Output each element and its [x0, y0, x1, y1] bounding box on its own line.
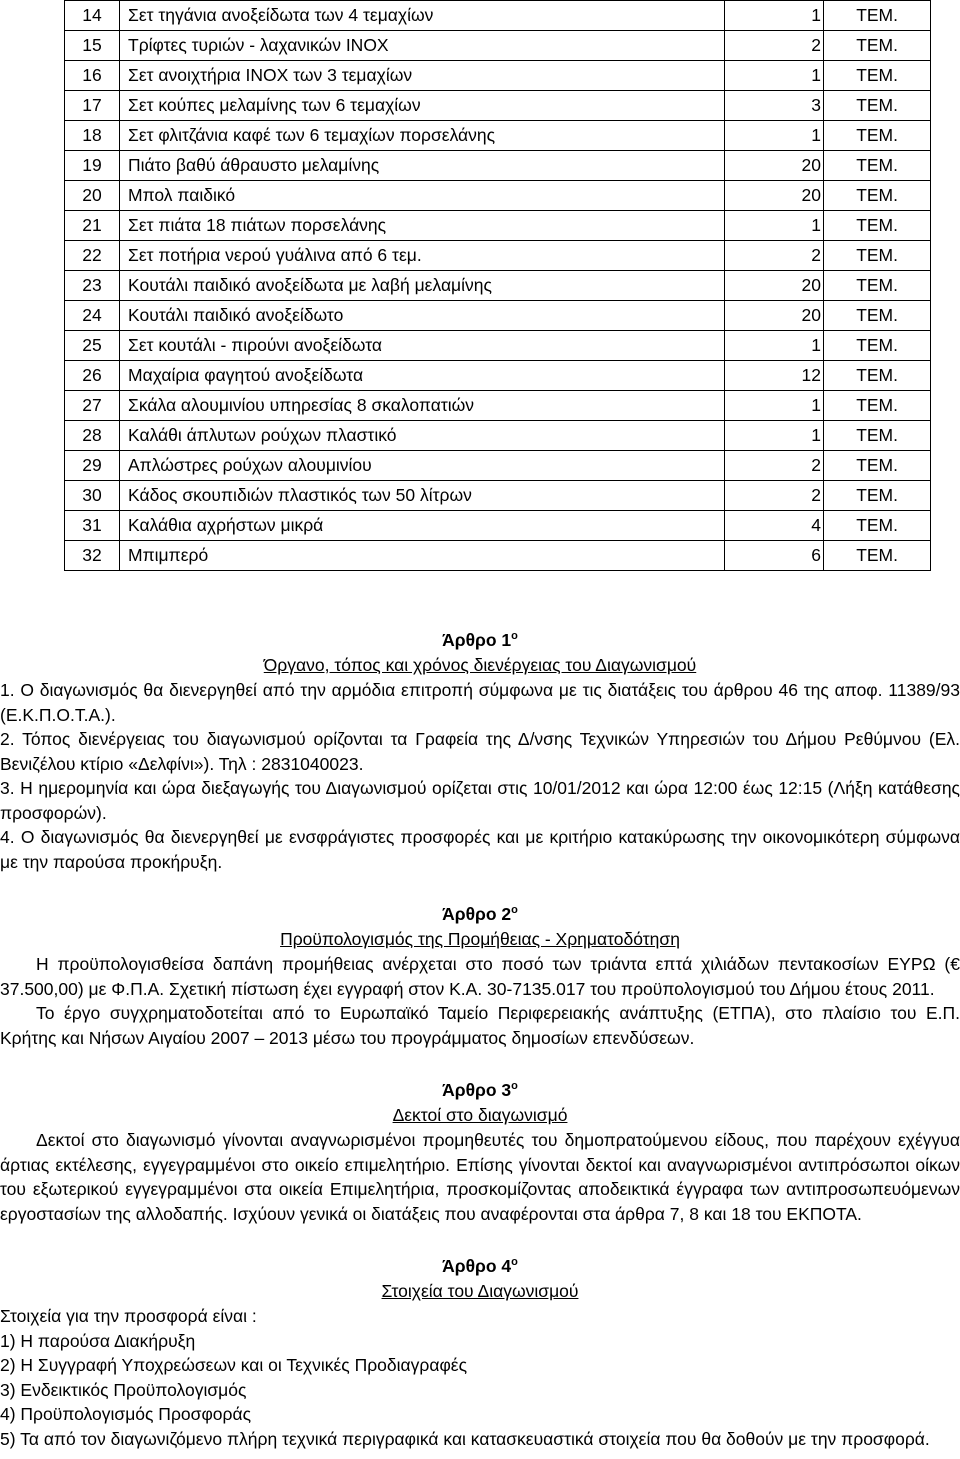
item-number: 24 [65, 301, 120, 331]
table-row [65, 61, 931, 91]
item-description: Σετ πιάτα 18 πιάτων πορσελάνης [120, 211, 725, 241]
table-row [65, 511, 931, 541]
article-3-heading: Άρθρο $3^o$ [442, 1080, 518, 1100]
item-description: Κάδος σκουπιδιών πλαστικός των 50 λίτρων [120, 481, 725, 511]
item-number: 17 [65, 91, 120, 121]
item-unit: ΤΕΜ. [824, 271, 931, 301]
item-quantity: 1 [725, 61, 824, 91]
items-table-body [65, 1, 931, 571]
item-description: Καλάθι άπλυτων ρούχων πλαστικό [120, 421, 725, 451]
table-row [65, 421, 931, 451]
item-unit: ΤΕΜ. [824, 481, 931, 511]
item-unit: ΤΕΜ. [824, 511, 931, 541]
article-2 [0, 898, 960, 1050]
article-2-subtitle: Προϋπολογισμός της Προμήθειας - Χρηματοδότηση [280, 929, 680, 949]
item-quantity: 12 [725, 361, 824, 391]
table-row [65, 241, 931, 271]
item-quantity: 1 [725, 391, 824, 421]
item-description: Σετ τηγάνια ανοξείδωτα των 4 τεμαχίων [120, 1, 725, 31]
item-quantity: 1 [725, 421, 824, 451]
item-unit: ΤΕΜ. [824, 361, 931, 391]
item-unit: ΤΕΜ. [824, 121, 931, 151]
item-quantity: 1 [725, 1, 824, 31]
item-number: 20 [65, 181, 120, 211]
table-row [65, 361, 931, 391]
item-description: Κουτάλι παιδικό ανοξείδωτα με λαβή μελαμίνης [120, 271, 725, 301]
item-number: 30 [65, 481, 120, 511]
table-row [65, 1, 931, 31]
article-1-paragraph-2: 2. Τόπος διενέργειας του διαγωνισμού ορίζονται τα Γραφεία της Δ/νσης Τεχνικών Υπηρεσιών του Δήμου Ρεθύμνου (Ελ. Βενιζέλου κτίριο «Δελφίνι»). Τηλ : 2831040023. [0, 729, 960, 774]
item-description: Σετ ποτήρια νερού γυάλινα από 6 τεμ. [120, 241, 725, 271]
item-number: 26 [65, 361, 120, 391]
item-quantity: 2 [725, 481, 824, 511]
item-unit: ΤΕΜ. [824, 31, 931, 61]
item-quantity: 2 [725, 31, 824, 61]
item-number: 32 [65, 541, 120, 571]
item-description: Μαχαίρια φαγητού ανοξείδωτα [120, 361, 725, 391]
article-4-list-item-5: 5) Τα από τον διαγωνιζόμενο πλήρη τεχνικά περιγραφικά και κατασκευαστικά στοιχεία που θα δοθούν με την προσφορά. [0, 1428, 930, 1449]
item-quantity: 20 [725, 271, 824, 301]
document-body [0, 624, 960, 1451]
item-quantity: 4 [725, 511, 824, 541]
article-4-heading: Άρθρο $4^o$ [442, 1256, 518, 1276]
item-description: Σετ φλιτζάνια καφέ των 6 τεμαχίων πορσελάνης [120, 121, 725, 151]
item-quantity: 2 [725, 451, 824, 481]
item-unit: ΤΕΜ. [824, 61, 931, 91]
table-row [65, 451, 931, 481]
article-1-heading: Άρθρο $1^o$ [442, 630, 518, 650]
item-unit: ΤΕΜ. [824, 91, 931, 121]
item-description: Κουτάλι παιδικό ανοξείδωτο [120, 301, 725, 331]
item-quantity: 1 [725, 121, 824, 151]
item-number: 18 [65, 121, 120, 151]
table-row [65, 301, 931, 331]
article-4-subtitle: Στοιχεία του Διαγωνισμού [381, 1281, 579, 1301]
table-row [65, 481, 931, 511]
item-unit: ΤΕΜ. [824, 451, 931, 481]
article-1-paragraph-1: 1. Ο διαγωνισμός θα διενεργηθεί από την αρμόδια επιτροπή σύμφωνα με τις διατάξεις του άρθρου 46 της αποφ. 11389/93 (Ε.Κ.Π.Ο.Τ.Α.). [0, 680, 960, 725]
item-quantity: 1 [725, 211, 824, 241]
table-row [65, 331, 931, 361]
article-1-paragraph-4: 4. Ο διαγωνισμός θα διενεργηθεί με ενσφράγιστες προσφορές και με κριτήριο κατακύρωσης την οικονομικότερη σύμφωνα με την παρούσα προκήρυξη. [0, 827, 960, 872]
item-description: Απλώστρες ρούχων αλουμινίου [120, 451, 725, 481]
item-number: 21 [65, 211, 120, 241]
item-description: Πιάτο βαθύ άθραυστο μελαμίνης [120, 151, 725, 181]
item-number: 22 [65, 241, 120, 271]
table-row [65, 271, 931, 301]
item-description: Σετ ανοιχτήρια INOX των 3 τεμαχίων [120, 61, 725, 91]
item-unit: ΤΕΜ. [824, 241, 931, 271]
item-quantity: 6 [725, 541, 824, 571]
table-row [65, 91, 931, 121]
item-unit: ΤΕΜ. [824, 331, 931, 361]
article-4-list-item-4: 4) Προϋπολογισμός Προσφοράς [0, 1404, 252, 1424]
item-unit: ΤΕΜ. [824, 391, 931, 421]
item-number: 16 [65, 61, 120, 91]
article-1 [0, 624, 960, 874]
article-4-list-item-1: 1) Η παρούσα Διακήρυξη [0, 1330, 196, 1351]
item-number: 19 [65, 151, 120, 181]
table-row [65, 391, 931, 421]
item-number: 31 [65, 511, 120, 541]
item-description: Τρίφτες τυριών - λαχανικών INOX [120, 31, 725, 61]
article-2-paragraph-2: Το έργο συγχρηματοδοτείται από το Ευρωπαϊκό Ταμείο Περιφερειακής ανάπτυξης (ΕΤΠΑ), στο πλαίσιο του Ε.Π. Κρήτης και Νήσων Αιγαίου 2007 – 2013 μέσω του προγράμματος δημοσίων επενδύσεων. [0, 1003, 960, 1048]
table-row [65, 181, 931, 211]
item-description: Μπιμπερό [120, 541, 725, 571]
article-3-paragraph-1: Δεκτοί στο διαγωνισμό γίνονται αναγνωρισμένοι προμηθευτές του δημοπρατούμενου είδους, που παρέχουν εχέγγυα άρτιας εκτέλεσης, εγγεγραμμένοι στο οικείο επιμελητήριο. Επίσης γίνονται δεκτοί και αναγνωρισμένοι αντιπρόσωποι οίκων του εξωτερικού εγγεγραμμένοι στα οικεία Επιμελητήρια, προσκομίζοντας αποδεικτικά έγγραφα των αντιπροσωπευόμενων εργοστασίων της αλλοδαπής. Ισχύουν γενικά οι διατάξεις που αναφέρονται στα άρθρα 7, 8 και 18 του ΕΚΠΟΤΑ. [0, 1130, 960, 1224]
article-4-list-item-2: 2) Η Συγγραφή Υποχρεώσεων και οι Τεχνικές Προδιαγραφές [0, 1355, 468, 1375]
item-quantity: 20 [725, 181, 824, 211]
item-quantity: 1 [725, 331, 824, 361]
table-row [65, 541, 931, 571]
item-quantity: 3 [725, 91, 824, 121]
item-unit: ΤΕΜ. [824, 1, 931, 31]
item-unit: ΤΕΜ. [824, 301, 931, 331]
item-unit: ΤΕΜ. [824, 421, 931, 451]
article-1-paragraph-3: 3. Η ημερομηνία και ώρα διεξαγωγής του Διαγωνισμού ορίζεται στις 10/01/2012 και ώρα 12:00 έως 12:15 (Λήξη κατάθεσης προσφορών). [0, 778, 960, 823]
article-2-heading: Άρθρο $2^o$ [442, 904, 518, 924]
item-quantity: 2 [725, 241, 824, 271]
table-row [65, 31, 931, 61]
item-number: 28 [65, 421, 120, 451]
item-description: Σετ κουτάλι - πιρούνι ανοξείδωτα [120, 331, 725, 361]
item-number: 29 [65, 451, 120, 481]
article-3-subtitle: Δεκτοί στο διαγωνισμό [392, 1105, 568, 1125]
item-unit: ΤΕΜ. [824, 541, 931, 571]
article-4 [0, 1250, 960, 1451]
table-row [65, 151, 931, 181]
article-4-intro: Στοιχεία για την προσφορά είναι : [0, 1306, 257, 1326]
item-quantity: 20 [725, 151, 824, 181]
article-4-list-item-3: 3) Ενδεικτικός Προϋπολογισμός [0, 1379, 247, 1400]
item-number: 23 [65, 271, 120, 301]
table-row [65, 121, 931, 151]
item-unit: ΤΕΜ. [824, 211, 931, 241]
item-number: 15 [65, 31, 120, 61]
article-2-paragraph-1: Η προϋπολογισθείσα δαπάνη προμήθειας ανέρχεται στο ποσό των τριάντα επτά χιλιάδων πεντακοσίων ΕΥΡΩ (€ 37.500,00) με Φ.Π.Α. Σχετική πίστωση έχει εγγραφή στον Κ.Α. 30-7135.017 του προϋπολογισμού του Δήμου έτους 2011. [0, 954, 960, 999]
article-3 [0, 1074, 960, 1226]
table-row [65, 211, 931, 241]
item-unit: ΤΕΜ. [824, 151, 931, 181]
item-number: 25 [65, 331, 120, 361]
item-description: Σκάλα αλουμινίου υπηρεσίας 8 σκαλοπατιών [120, 391, 725, 421]
article-1-subtitle: Όργανο, τόπος και χρόνος διενέργειας του Διαγωνισμού [263, 655, 697, 675]
item-description: Καλάθια αχρήστων μικρά [120, 511, 725, 541]
item-description: Σετ κούπες μελαμίνης των 6 τεμαχίων [120, 91, 725, 121]
item-description: Μπολ παιδικό [120, 181, 725, 211]
items-table [64, 0, 931, 571]
item-number: 14 [65, 1, 120, 31]
item-quantity: 20 [725, 301, 824, 331]
item-unit: ΤΕΜ. [824, 181, 931, 211]
item-number: 27 [65, 391, 120, 421]
